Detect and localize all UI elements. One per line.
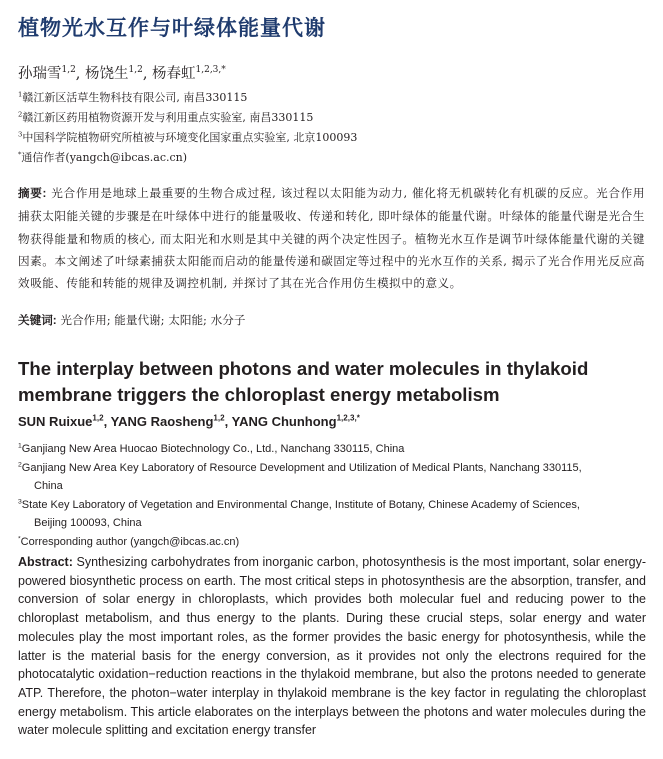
affiliation-text: Ganjiang New Area Key Laboratory of Resource Development and Utilization of Medical Plants, Nanchang 330115, <box>21 461 582 474</box>
chinese-keywords <box>18 312 245 328</box>
author-name: YANG Chunhong <box>231 414 337 429</box>
affiliation-mark: 1 <box>18 90 23 99</box>
author-affiliation-marks: 1,2,3,* <box>336 413 360 423</box>
affiliation-text: 赣江新区活草生物科技有限公司, 南昌330115 <box>22 91 248 104</box>
affiliation-line <box>18 128 357 148</box>
affiliation-text: Ganjiang New Area Huocao Biotechnology Co., Ltd., Nanchang 330115, China <box>21 443 405 455</box>
author-affiliation-marks: 1,2 <box>128 65 143 76</box>
correspondence-line <box>18 148 357 168</box>
affiliation-line <box>18 88 357 108</box>
abstract-label: Abstract: <box>18 555 73 569</box>
chinese-affiliations <box>18 88 357 168</box>
english-affiliations <box>18 440 645 552</box>
author-affiliation-marks: 1,2 <box>92 413 104 423</box>
abstract-label: 摘要: <box>18 187 47 200</box>
author-affiliation-marks: 1,2,3,* <box>195 65 226 76</box>
english-authors: SUN Ruixue$^{1,2}$, YANG Raosheng$^{1,2}$, YANG Chunhong$^{1,2,3,*}$ <box>18 413 360 429</box>
author-name: SUN Ruixue <box>18 414 93 429</box>
affiliation-line-continued: China <box>34 480 63 493</box>
correspondence-line <box>18 533 645 552</box>
affiliation-text: 赣江新区药用植物资源开发与利用重点实验室, 南昌330115 <box>22 111 314 124</box>
author-affiliation-marks: 1,2 <box>213 413 225 423</box>
affiliation-mark: * <box>18 535 21 543</box>
english-title: The interplay between photons and water molecules in thylakoid membrane triggers the chloroplast energy metabolism <box>18 358 589 405</box>
keywords-label: 关键词: <box>18 314 57 327</box>
affiliation-line-continued: Beijing 100093, China <box>34 517 142 530</box>
keywords-text: 光合作用; 能量代谢; 太阳能; 水分子 <box>60 313 246 327</box>
correspondence-text: Corresponding author (yangch@ibcas.ac.cn) <box>20 535 240 548</box>
chinese-abstract <box>18 182 645 294</box>
author-name: 杨春虹 <box>152 66 196 82</box>
affiliation-line <box>18 440 645 459</box>
correspondence-text: 通信作者(yangch@ibcas.ac.cn) <box>21 151 188 164</box>
affiliation-mark: 2 <box>18 110 23 119</box>
affiliation-mark: * <box>18 150 22 159</box>
affiliation-text: 中国科学院植物研究所植被与环境变化国家重点实验室, 北京100093 <box>22 131 358 144</box>
affiliation-mark: 3 <box>18 130 23 139</box>
affiliation-mark: 3 <box>18 498 22 506</box>
affiliation-line <box>18 459 645 478</box>
affiliation-line <box>18 108 357 128</box>
english-abstract <box>18 553 646 740</box>
author-affiliation-marks: 1,2 <box>61 65 76 76</box>
chinese-authors: 孙瑞雪$^{1,2}$, 杨饶生$^{1,2}$, 杨春虹$^{1,2,3,*}$ <box>18 65 226 82</box>
abstract-text: Synthesizing carbohydrates from inorganic carbon, photosynthesis is the most important, solar energy-powered biosynthetic process on earth. The most critical steps in photosynthesis are the absorption, transfer, and conversion of solar energy in chloroplasts, which provides both molecular fuel and reducing power to the chloroplast metabolism, and thus energy to the plants. During these crucial steps, solar energy and water molecules play the most important roles, as the former provides the basic energy for photosynthesis, while the latter is the material basis for the energy conversion, as it provides not only the electrons required for the photocatalytic oxidation−reduction reactions in the thylakoid membrane, but also the protons needed to generate ATP. Therefore, the photon−water interplay in thylakoid membrane is the key factor in regulating the chloroplast energy metabolism. This article elaborates on the interplays between the photons and water molecules during the water molecule splitting and excitation energy transfer <box>18 555 646 738</box>
affiliation-text: State Key Laboratory of Vegetation and Environmental Change, Institute of Botany, Chinese Academy of Sciences, <box>21 498 580 511</box>
author-name: 孙瑞雪 <box>18 66 62 82</box>
author-name: YANG Raosheng <box>110 414 214 429</box>
affiliation-line <box>18 496 645 515</box>
abstract-text: 光合作用是地球上最重要的生物合成过程, 该过程以太阳能为动力, 催化将无机碳转化有机碳的反应。光合作用捕获太阳能关键的步骤是在叶绿体中进行的能量吸收、传递和转化, 即叶绿体的能量代谢。叶绿体的能量代谢是光合生物获得能量和物质的核心, 而太阳光和水则是其中关键的两个决定性因子。植物光水互作是调节叶绿体能量代谢的关键因素。本文阐述了叶绿素捕获太阳能而启动的能量传递和碳固定等过程中的光水互作的关系, 揭示了光合作用光反应高效吸能、传能和转能的规律及调控机制, 并探讨了其在光合作用仿生模拟中的意义。 <box>18 186 645 291</box>
chinese-title: 植物光水互作与叶绿体能量代谢 <box>18 15 326 40</box>
affiliation-mark: 2 <box>18 460 22 468</box>
affiliation-mark: 1 <box>18 442 22 450</box>
author-name: 杨饶生 <box>85 66 129 82</box>
